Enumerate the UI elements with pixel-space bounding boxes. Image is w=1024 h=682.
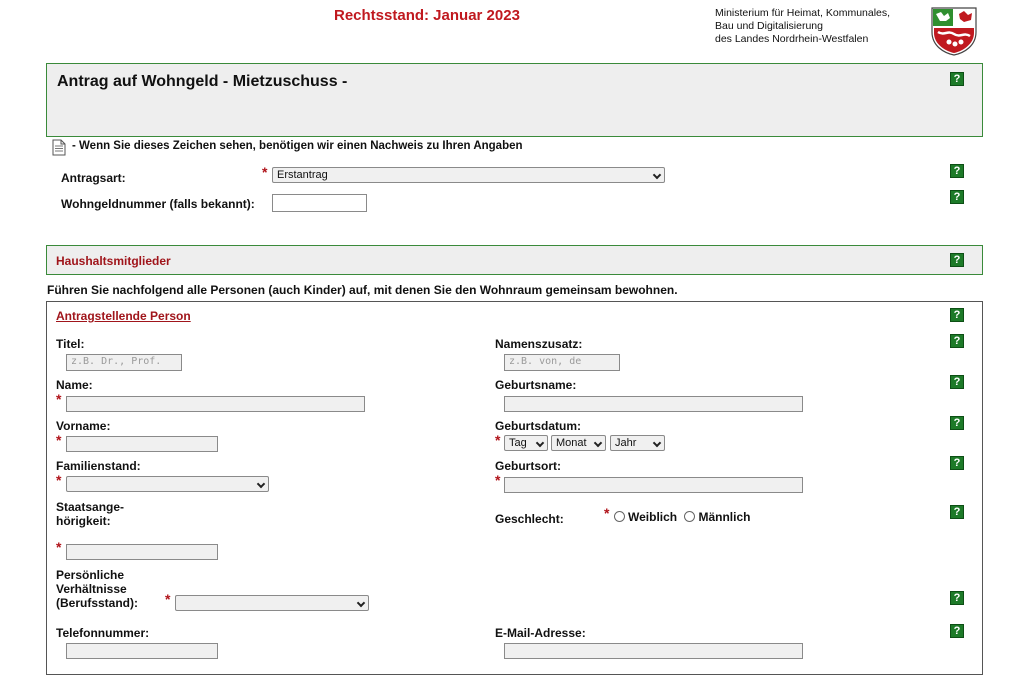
document-proof-icon xyxy=(52,139,66,156)
help-icon[interactable]: ? xyxy=(950,375,964,389)
proof-notice-text: - Wenn Sie dieses Zeichen sehen, benötigen wir einen Nachweis zu Ihren Angaben xyxy=(72,140,523,152)
required-marker: * xyxy=(56,539,62,555)
antragsart-select[interactable] xyxy=(272,167,665,183)
chevron-down-icon xyxy=(594,439,602,447)
verhaeltnisse-label xyxy=(56,568,138,610)
antragsart-label: Antragsart: xyxy=(61,171,126,185)
help-icon[interactable]: ? xyxy=(950,308,964,322)
wohngeldnummer-label: Wohngeldnummer (falls bekannt): xyxy=(61,197,255,211)
form-title-panel xyxy=(46,63,983,137)
help-icon[interactable]: ? xyxy=(950,164,964,178)
page-title: Antrag auf Wohngeld - Mietzuschuss - xyxy=(57,73,348,90)
ministry-name xyxy=(715,7,890,46)
radio-maennlich[interactable] xyxy=(684,510,750,524)
radio-maennlich-label: Männlich xyxy=(698,510,751,524)
familienstand-label: Familienstand: xyxy=(56,459,141,473)
required-marker: * xyxy=(604,505,610,521)
staatsangehoerigkeit-label-line-2: hörigkeit: xyxy=(56,514,111,528)
staatsangehoerigkeit-label xyxy=(56,500,124,528)
email-input[interactable] xyxy=(504,643,803,659)
nrw-coat-of-arms-logo xyxy=(930,6,978,56)
help-icon[interactable]: ? xyxy=(950,456,964,470)
help-icon[interactable]: ? xyxy=(950,416,964,430)
rechtsstand-text: Rechtsstand: Januar 2023 xyxy=(334,7,520,24)
haushalt-section-header xyxy=(46,245,983,275)
radio-circle-icon[interactable] xyxy=(614,511,625,522)
email-label: E-Mail-Adresse: xyxy=(495,626,586,640)
antragsart-value: Erstantrag xyxy=(277,169,328,181)
help-icon[interactable]: ? xyxy=(950,591,964,605)
geburtsdatum-tag-select[interactable] xyxy=(504,435,548,451)
help-icon[interactable]: ? xyxy=(950,334,964,348)
telefon-input[interactable] xyxy=(66,643,218,659)
geburtsname-input[interactable] xyxy=(504,396,803,412)
chevron-down-icon xyxy=(653,171,661,179)
required-marker: * xyxy=(262,164,268,180)
help-icon[interactable]: ? xyxy=(950,253,964,267)
wohngeldnummer-input[interactable] xyxy=(272,194,367,212)
ministry-line-1: Ministerium für Heimat, Kommunales, xyxy=(715,7,891,19)
namenszusatz-label: Namenszusatz: xyxy=(495,337,583,351)
staatsangehoerigkeit-label-line-1: Staatsange- xyxy=(56,500,125,514)
familienstand-select[interactable] xyxy=(66,476,269,492)
monat-value: Monat xyxy=(556,437,587,449)
haushalt-intro-text: Führen Sie nachfolgend alle Personen (auch Kinder) auf, mit denen Sie den Wohnraum gemeinsam bewohnen. xyxy=(47,283,678,297)
chevron-down-icon xyxy=(257,480,265,488)
titel-input[interactable]: z.B. Dr., Prof. xyxy=(66,354,182,371)
geburtsdatum-monat-select[interactable] xyxy=(551,435,606,451)
jahr-value: Jahr xyxy=(615,437,637,449)
ministry-line-3: des Landes Nordrhein-Westfalen xyxy=(715,33,869,45)
geschlecht-label: Geschlecht: xyxy=(495,512,564,526)
haushalt-title: Haushaltsmitglieder xyxy=(56,254,171,268)
name-input[interactable] xyxy=(66,396,365,412)
help-icon[interactable]: ? xyxy=(950,72,964,86)
verhaeltnisse-label-line-1: Persönliche xyxy=(56,568,125,582)
geburtsdatum-jahr-select[interactable] xyxy=(610,435,665,451)
verhaeltnisse-label-line-3: (Berufsstand): xyxy=(56,596,139,610)
help-icon[interactable]: ? xyxy=(950,505,964,519)
required-marker: * xyxy=(56,472,62,488)
required-marker: * xyxy=(495,472,501,488)
namenszusatz-input[interactable]: z.B. von, de xyxy=(504,354,620,371)
required-marker: * xyxy=(495,432,501,448)
staatsangehoerigkeit-input[interactable] xyxy=(66,544,218,560)
verhaeltnisse-select[interactable] xyxy=(175,595,369,611)
geburtsname-label: Geburtsname: xyxy=(495,378,577,392)
chevron-down-icon xyxy=(536,439,544,447)
geburtsort-label: Geburtsort: xyxy=(495,459,561,473)
required-marker: * xyxy=(56,391,62,407)
name-label: Name: xyxy=(56,378,93,392)
antragstellende-person-title: Antragstellende Person xyxy=(56,309,191,323)
verhaeltnisse-label-line-2: Verhältnisse xyxy=(56,582,127,596)
geschlecht-radio-group xyxy=(614,510,750,524)
telefon-label: Telefonnummer: xyxy=(56,626,150,640)
vorname-label: Vorname: xyxy=(56,419,111,433)
chevron-down-icon xyxy=(357,599,365,607)
tag-value: Tag xyxy=(509,437,527,449)
chevron-down-icon xyxy=(653,439,661,447)
vorname-input[interactable] xyxy=(66,436,218,452)
help-icon[interactable]: ? xyxy=(950,190,964,204)
geburtsort-input[interactable] xyxy=(504,477,803,493)
required-marker: * xyxy=(165,591,171,607)
radio-weiblich[interactable] xyxy=(614,510,680,524)
help-icon[interactable]: ? xyxy=(950,624,964,638)
radio-weiblich-label: Weiblich xyxy=(628,510,678,524)
geburtsdatum-label: Geburtsdatum: xyxy=(495,419,582,433)
ministry-line-2: Bau und Digitalisierung xyxy=(715,20,823,32)
radio-circle-icon[interactable] xyxy=(684,511,695,522)
titel-label: Titel: xyxy=(56,337,85,351)
required-marker: * xyxy=(56,432,62,448)
